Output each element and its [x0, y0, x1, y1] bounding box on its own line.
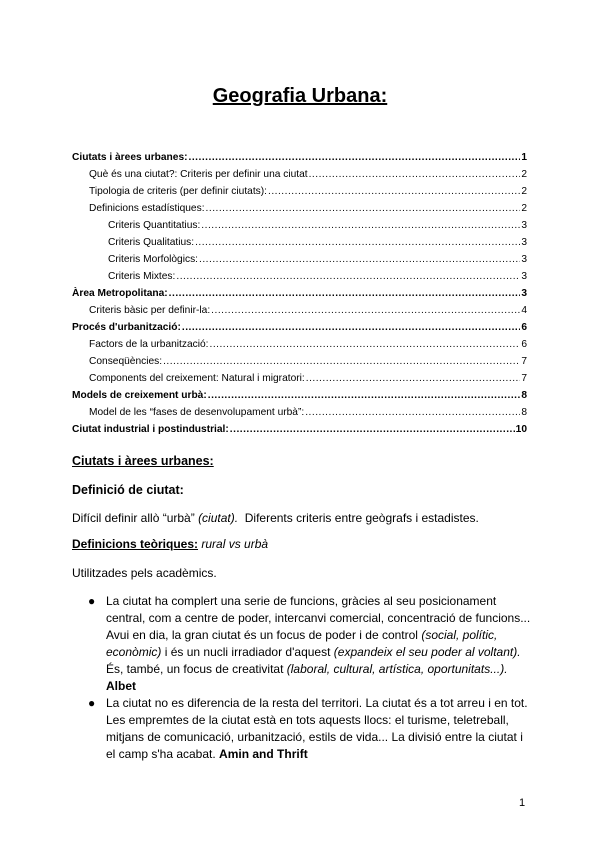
bullet1-italic3: (laboral, cultural, artística, oportunitats...). — [286, 662, 508, 676]
toc-entry-page: 3 — [521, 254, 527, 265]
table-of-contents — [72, 149, 527, 438]
toc-leader-dots — [208, 387, 521, 404]
toc-entry[interactable] — [72, 387, 527, 404]
toc-entry[interactable] — [72, 251, 527, 268]
bullet1-author: Albet — [106, 679, 136, 693]
para1-text-a: Difícil definir allò “urbà” — [72, 511, 195, 525]
toc-entry[interactable] — [72, 268, 527, 285]
definitions-label: Definicions teòriques: — [72, 537, 199, 551]
toc-leader-dots — [306, 370, 521, 387]
toc-entry-title: Models de creixement urbà: — [72, 390, 207, 401]
bullet1-text1: La ciutat ha complert una serie de funcions, gràcies al seu posicionament central, com a centre de poder, intercanvi comercial, concentració de funcions... Avui en dia, la gran ciutat és un focus de poder i de control — [106, 594, 531, 642]
bullet-dot-icon: ● — [88, 594, 96, 608]
toc-leader-dots — [209, 336, 520, 353]
para1-italic: (ciutat). — [198, 511, 239, 525]
toc-entry-title: Procés d'urbanització: — [72, 322, 181, 333]
toc-entry-title: Criteris Quantitatius: — [108, 220, 201, 231]
toc-entry-page: 7 — [521, 356, 527, 367]
page-number: 1 — [519, 797, 526, 809]
toc-entry[interactable] — [72, 166, 527, 183]
subheading-city-definition: Definició de ciutat: — [72, 483, 184, 497]
toc-leader-dots — [230, 421, 515, 438]
toc-leader-dots — [211, 302, 520, 319]
bullet1-text3: És, també, un focus de creativitat — [106, 662, 284, 676]
toc-leader-dots — [195, 234, 520, 251]
toc-entry[interactable] — [72, 217, 527, 234]
list-item — [88, 695, 533, 763]
toc-entry-title: Model de les “fases de desenvolupament urbà”: — [89, 407, 305, 418]
toc-entry-title: Tipologia de criteris (per definir ciutats): — [89, 186, 267, 197]
toc-entry-page: 3 — [521, 271, 527, 282]
toc-entry-page: 3 — [521, 237, 527, 248]
toc-entry[interactable] — [72, 404, 527, 421]
toc-entry-page: 2 — [521, 186, 527, 197]
toc-entry[interactable] — [72, 149, 527, 166]
toc-entry[interactable] — [72, 285, 527, 302]
toc-leader-dots — [206, 200, 521, 217]
paragraph-academics: Utilitzades pels acadèmics. — [72, 566, 217, 580]
toc-entry[interactable] — [72, 200, 527, 217]
toc-entry[interactable] — [72, 421, 527, 438]
toc-entry-page: 3 — [521, 288, 527, 299]
list-item — [88, 593, 533, 695]
toc-entry-page: 6 — [521, 339, 527, 350]
toc-entry-title: Ciutat industrial i postindustrial: — [72, 424, 229, 435]
toc-entry[interactable] — [72, 370, 527, 387]
toc-leader-dots — [201, 217, 520, 234]
toc-leader-dots — [163, 353, 520, 370]
document-title: Geografia Urbana: — [212, 85, 388, 107]
toc-entry-title: Criteris bàsic per definir-la: — [89, 305, 211, 316]
section-heading: Ciutats i àrees urbanes: — [72, 454, 214, 468]
toc-leader-dots — [189, 149, 521, 166]
toc-leader-dots — [309, 166, 521, 183]
toc-leader-dots — [268, 183, 520, 200]
paragraph-definition-difficulty — [72, 511, 479, 525]
toc-entry-page: 8 — [521, 407, 527, 418]
toc-entry-title: Factors de la urbanització: — [89, 339, 209, 350]
toc-entry[interactable] — [72, 234, 527, 251]
bullet-dot-icon: ● — [88, 696, 96, 710]
toc-entry-page: 10 — [515, 424, 527, 435]
toc-entry-title: Conseqüències: — [89, 356, 163, 367]
bullet1-italic2: (expandeix el seu poder al voltant). — [333, 645, 521, 659]
toc-entry-title: Criteris Qualitatius: — [108, 237, 195, 248]
toc-entry-title: Components del creixement: Natural i migratori: — [89, 373, 305, 384]
toc-entry-page: 1 — [521, 152, 527, 163]
toc-leader-dots — [182, 319, 520, 336]
toc-entry-title: Criteris Mixtes: — [108, 271, 176, 282]
toc-entry-title: Definicions estadístiques: — [89, 203, 205, 214]
toc-entry-page: 4 — [521, 305, 527, 316]
toc-entry[interactable] — [72, 336, 527, 353]
toc-entry-title: Ciutats i àrees urbanes: — [72, 152, 188, 163]
toc-entry-page: 2 — [521, 169, 527, 180]
bullet-list — [88, 593, 533, 763]
toc-leader-dots — [169, 285, 521, 302]
theoretical-definitions-label — [72, 537, 268, 551]
bullet2-author: Amin and Thrift — [219, 747, 308, 761]
toc-entry-page: 3 — [521, 220, 527, 231]
toc-entry-title: Criteris Morfològics: — [108, 254, 199, 265]
para1-text-c: Diferents criteris entre geògrafs i estadistes. — [244, 511, 479, 525]
definitions-subtitle: rural vs urbà — [201, 537, 269, 551]
toc-entry-page: 8 — [521, 390, 527, 401]
toc-entry-title: Què és una ciutat?: Criteris per definir una ciutat — [89, 169, 308, 180]
toc-entry[interactable] — [72, 319, 527, 336]
toc-leader-dots — [305, 404, 520, 421]
toc-leader-dots — [176, 268, 520, 285]
toc-entry-page: 2 — [521, 203, 527, 214]
toc-entry-title: Àrea Metropolitana: — [72, 288, 168, 299]
toc-leader-dots — [199, 251, 520, 268]
toc-entry[interactable] — [72, 183, 527, 200]
toc-entry[interactable] — [72, 353, 527, 370]
bullet1-italic1: (social, polític, econòmic) — [106, 628, 498, 659]
toc-entry-page: 6 — [521, 322, 527, 333]
toc-entry[interactable] — [72, 302, 527, 319]
bullet2-text: La ciutat no es diferencia de la resta del territori. La ciutat és a tot arreu i en tot. Les empremtes de la ciutat està en tots aquests llocs: el turisme, teletreball, mitjans de comunicació, urbanització, estils de vida... La divisió entre la ciutat i el camp s'ha acabat. — [106, 696, 528, 761]
bullet1-text2: i és un nucli irradiador d'aquest — [164, 645, 331, 659]
toc-entry-page: 7 — [521, 373, 527, 384]
